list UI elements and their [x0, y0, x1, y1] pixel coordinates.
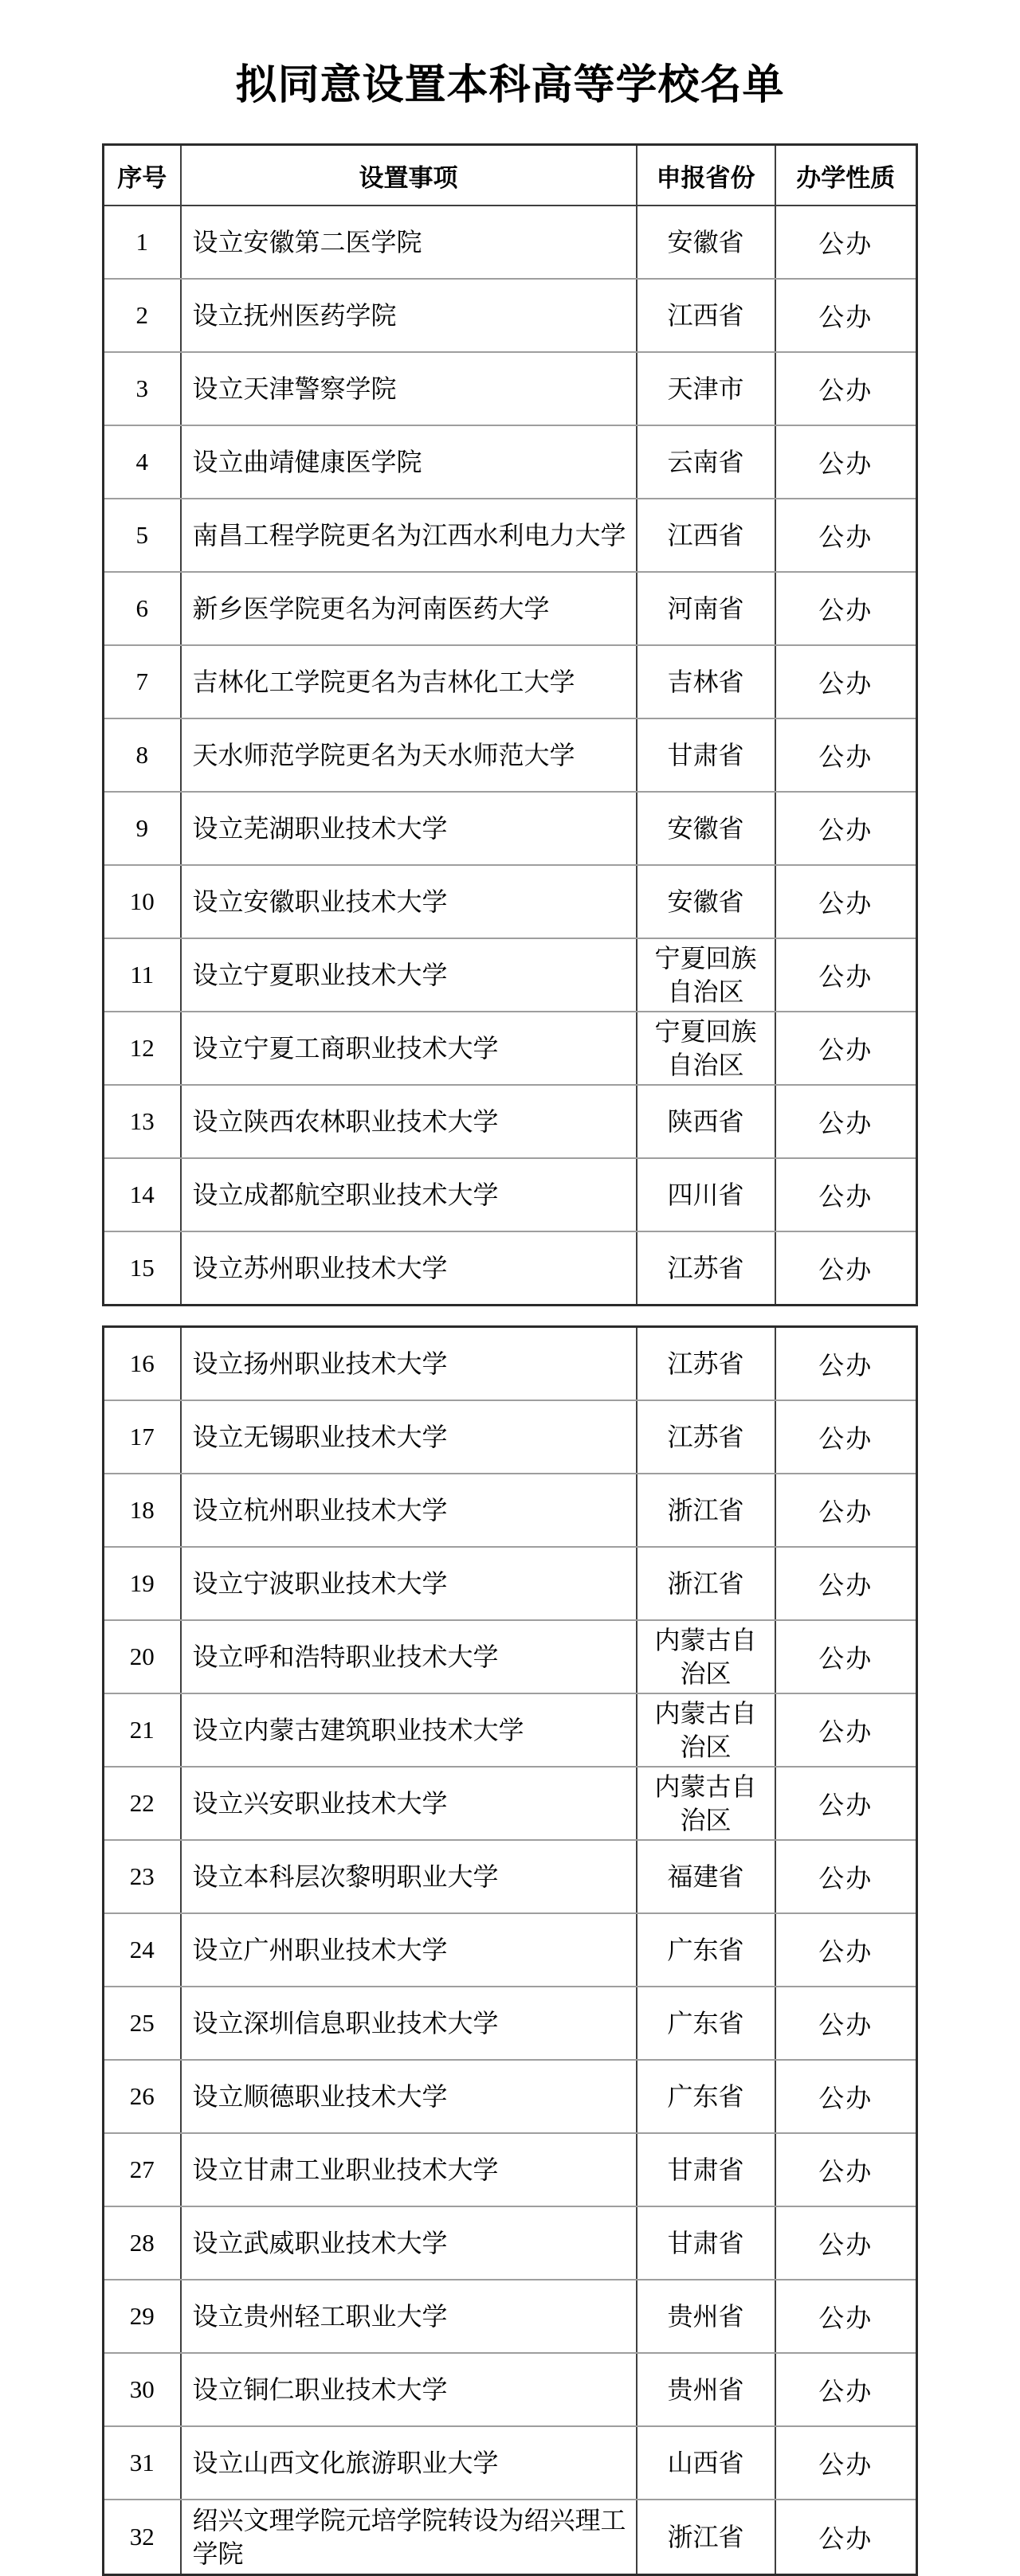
row-no-cell: 12 [104, 1012, 181, 1085]
table-row [104, 2280, 917, 2353]
table-row [104, 2060, 917, 2133]
table-row [104, 352, 917, 425]
row-no-cell: 7 [104, 645, 181, 718]
row-no-cell: 2 [104, 279, 181, 352]
matter-cell: 设立苏州职业技术大学 [181, 1231, 637, 1306]
table-row [104, 2426, 917, 2500]
province-cell: 陕西省 [637, 1085, 775, 1158]
nature-cell: 公办 [775, 2206, 917, 2280]
matter-cell: 设立无锡职业技术大学 [181, 1400, 637, 1474]
matter-cell: 设立贵州轻工职业大学 [181, 2280, 637, 2353]
province-cell: 江苏省 [637, 1231, 775, 1306]
province-cell: 浙江省 [637, 1547, 775, 1620]
province-cell: 河南省 [637, 572, 775, 645]
nature-cell: 公办 [775, 865, 917, 938]
row-no-cell: 10 [104, 865, 181, 938]
nature-cell: 公办 [775, 2500, 917, 2575]
matter-cell: 南昌工程学院更名为江西水利电力大学 [181, 499, 637, 572]
matter-cell: 设立杭州职业技术大学 [181, 1474, 637, 1547]
school-table-part-2 [102, 1325, 918, 2576]
table-row [104, 1840, 917, 1913]
row-no-cell: 19 [104, 1547, 181, 1620]
row-no-cell: 5 [104, 499, 181, 572]
row-no-cell: 29 [104, 2280, 181, 2353]
nature-cell: 公办 [775, 938, 917, 1012]
matter-cell: 设立顺德职业技术大学 [181, 2060, 637, 2133]
row-no-cell: 14 [104, 1158, 181, 1231]
matter-cell: 设立扬州职业技术大学 [181, 1327, 637, 1401]
nature-cell: 公办 [775, 645, 917, 718]
province-cell: 内蒙古自治区 [637, 1693, 775, 1767]
nature-cell: 公办 [775, 1400, 917, 1474]
nature-cell: 公办 [775, 792, 917, 865]
table-row [104, 1693, 917, 1767]
table-row [104, 572, 917, 645]
province-cell: 江苏省 [637, 1400, 775, 1474]
row-no-cell: 8 [104, 718, 181, 792]
matter-cell: 天水师范学院更名为天水师范大学 [181, 718, 637, 792]
matter-cell: 设立芜湖职业技术大学 [181, 792, 637, 865]
row-no-cell: 27 [104, 2133, 181, 2206]
row-no-cell: 32 [104, 2500, 181, 2575]
matter-cell: 设立深圳信息职业技术大学 [181, 1987, 637, 2060]
province-cell: 四川省 [637, 1158, 775, 1231]
header-row [104, 145, 917, 206]
nature-cell: 公办 [775, 1158, 917, 1231]
row-no-cell: 13 [104, 1085, 181, 1158]
table-row [104, 865, 917, 938]
matter-cell: 设立抚州医药学院 [181, 279, 637, 352]
province-cell: 浙江省 [637, 2500, 775, 2575]
matter-cell: 设立武威职业技术大学 [181, 2206, 637, 2280]
row-no-cell: 16 [104, 1327, 181, 1401]
nature-cell: 公办 [775, 1913, 917, 1987]
matter-cell: 设立天津警察学院 [181, 352, 637, 425]
province-cell: 安徽省 [637, 792, 775, 865]
province-cell: 内蒙古自治区 [637, 1767, 775, 1840]
table-row [104, 499, 917, 572]
province-cell: 山西省 [637, 2426, 775, 2500]
nature-cell: 公办 [775, 2280, 917, 2353]
province-cell: 安徽省 [637, 206, 775, 279]
matter-cell: 设立曲靖健康医学院 [181, 425, 637, 499]
row-no-cell: 4 [104, 425, 181, 499]
table-row [104, 1913, 917, 1987]
col-header-matter: 设置事项 [181, 145, 637, 206]
matter-cell: 设立宁夏工商职业技术大学 [181, 1012, 637, 1085]
matter-cell: 设立宁夏职业技术大学 [181, 938, 637, 1012]
school-table-part-1 [102, 143, 918, 1306]
row-no-cell: 18 [104, 1474, 181, 1547]
province-cell: 甘肃省 [637, 718, 775, 792]
nature-cell: 公办 [775, 1231, 917, 1306]
province-cell: 江西省 [637, 499, 775, 572]
table-row [104, 1231, 917, 1306]
table-row [104, 1767, 917, 1840]
nature-cell: 公办 [775, 1987, 917, 2060]
nature-cell: 公办 [775, 352, 917, 425]
row-no-cell: 31 [104, 2426, 181, 2500]
row-no-cell: 1 [104, 206, 181, 279]
table-row [104, 1987, 917, 2060]
row-no-cell: 15 [104, 1231, 181, 1306]
row-no-cell: 25 [104, 1987, 181, 2060]
matter-cell: 设立安徽第二医学院 [181, 206, 637, 279]
page-title: 拟同意设置本科高等学校名单 [235, 63, 785, 108]
col-header-nature: 办学性质 [775, 145, 917, 206]
province-cell: 贵州省 [637, 2280, 775, 2353]
nature-cell: 公办 [775, 1620, 917, 1693]
table-row [104, 279, 917, 352]
matter-cell: 设立广州职业技术大学 [181, 1913, 637, 1987]
table-row [104, 2133, 917, 2206]
table-row [104, 1327, 917, 1401]
matter-cell: 设立铜仁职业技术大学 [181, 2353, 637, 2426]
matter-cell: 新乡医学院更名为河南医药大学 [181, 572, 637, 645]
table-row [104, 206, 917, 279]
nature-cell: 公办 [775, 425, 917, 499]
nature-cell: 公办 [775, 1840, 917, 1913]
nature-cell: 公办 [775, 1693, 917, 1767]
province-cell: 甘肃省 [637, 2206, 775, 2280]
table-row [104, 938, 917, 1012]
row-no-cell: 11 [104, 938, 181, 1012]
row-no-cell: 9 [104, 792, 181, 865]
nature-cell: 公办 [775, 1767, 917, 1840]
province-cell: 江西省 [637, 279, 775, 352]
matter-cell: 设立兴安职业技术大学 [181, 1767, 637, 1840]
table-row [104, 792, 917, 865]
page-break-gap [0, 1306, 1020, 1325]
row-no-cell: 21 [104, 1693, 181, 1767]
col-header-no: 序号 [104, 145, 181, 206]
matter-cell: 设立山西文化旅游职业大学 [181, 2426, 637, 2500]
table-row [104, 1620, 917, 1693]
province-cell: 宁夏回族自治区 [637, 938, 775, 1012]
nature-cell: 公办 [775, 206, 917, 279]
col-header-province: 申报省份 [637, 145, 775, 206]
province-cell: 安徽省 [637, 865, 775, 938]
row-no-cell: 20 [104, 1620, 181, 1693]
table-body-part-1 [104, 206, 917, 1306]
province-cell: 吉林省 [637, 645, 775, 718]
province-cell: 福建省 [637, 1840, 775, 1913]
table-row [104, 1474, 917, 1547]
matter-cell: 设立安徽职业技术大学 [181, 865, 637, 938]
table-row [104, 1012, 917, 1085]
province-cell: 广东省 [637, 2060, 775, 2133]
row-no-cell: 28 [104, 2206, 181, 2280]
table-row [104, 2500, 917, 2575]
matter-cell: 设立宁波职业技术大学 [181, 1547, 637, 1620]
table-row [104, 2206, 917, 2280]
table-row [104, 1547, 917, 1620]
province-cell: 甘肃省 [637, 2133, 775, 2206]
province-cell: 内蒙古自治区 [637, 1620, 775, 1693]
matter-cell: 吉林化工学院更名为吉林化工大学 [181, 645, 637, 718]
nature-cell: 公办 [775, 1012, 917, 1085]
matter-cell: 设立成都航空职业技术大学 [181, 1158, 637, 1231]
row-no-cell: 26 [104, 2060, 181, 2133]
table-row [104, 1158, 917, 1231]
table-body-part-2 [104, 1327, 917, 2575]
matter-cell: 设立内蒙古建筑职业技术大学 [181, 1693, 637, 1767]
province-cell: 贵州省 [637, 2353, 775, 2426]
row-no-cell: 30 [104, 2353, 181, 2426]
matter-cell: 设立陕西农林职业技术大学 [181, 1085, 637, 1158]
nature-cell: 公办 [775, 1085, 917, 1158]
province-cell: 江苏省 [637, 1327, 775, 1401]
table-row [104, 718, 917, 792]
province-cell: 浙江省 [637, 1474, 775, 1547]
province-cell: 宁夏回族自治区 [637, 1012, 775, 1085]
nature-cell: 公办 [775, 1547, 917, 1620]
nature-cell: 公办 [775, 2426, 917, 2500]
row-no-cell: 23 [104, 1840, 181, 1913]
nature-cell: 公办 [775, 1327, 917, 1401]
province-cell: 广东省 [637, 1987, 775, 2060]
nature-cell: 公办 [775, 2353, 917, 2426]
row-no-cell: 3 [104, 352, 181, 425]
nature-cell: 公办 [775, 718, 917, 792]
nature-cell: 公办 [775, 2060, 917, 2133]
row-no-cell: 17 [104, 1400, 181, 1474]
nature-cell: 公办 [775, 572, 917, 645]
nature-cell: 公办 [775, 2133, 917, 2206]
province-cell: 广东省 [637, 1913, 775, 1987]
nature-cell: 公办 [775, 1474, 917, 1547]
table-row [104, 1085, 917, 1158]
matter-cell: 绍兴文理学院元培学院转设为绍兴理工学院 [181, 2500, 637, 2575]
row-no-cell: 24 [104, 1913, 181, 1987]
table-row [104, 645, 917, 718]
table-header [104, 145, 917, 206]
matter-cell: 设立甘肃工业职业技术大学 [181, 2133, 637, 2206]
province-cell: 云南省 [637, 425, 775, 499]
table-row [104, 1400, 917, 1474]
nature-cell: 公办 [775, 499, 917, 572]
matter-cell: 设立本科层次黎明职业大学 [181, 1840, 637, 1913]
table-row [104, 2353, 917, 2426]
row-no-cell: 22 [104, 1767, 181, 1840]
nature-cell: 公办 [775, 279, 917, 352]
matter-cell: 设立呼和浩特职业技术大学 [181, 1620, 637, 1693]
province-cell: 天津市 [637, 352, 775, 425]
row-no-cell: 6 [104, 572, 181, 645]
table-row [104, 425, 917, 499]
